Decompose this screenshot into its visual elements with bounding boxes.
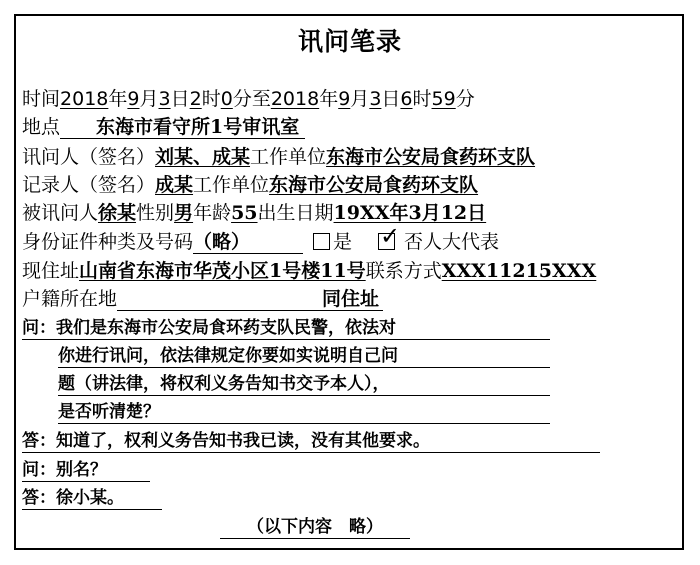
household-row	[22, 288, 383, 311]
hour-unit: 时	[412, 88, 432, 110]
time-row	[22, 88, 475, 110]
household-value: 同住址	[117, 288, 383, 311]
checkbox-icon	[313, 233, 330, 250]
end-month: 9	[338, 88, 351, 110]
interrogator-label: 讯问人（签名）	[22, 146, 156, 168]
household-label: 户籍所在地	[22, 288, 118, 310]
unit-label: 工作单位	[250, 146, 327, 168]
end-minute: 59	[431, 88, 456, 110]
suspect-name: 徐某	[98, 202, 137, 224]
minute-unit: 分	[455, 88, 475, 110]
age-label: 年龄	[193, 202, 232, 224]
birth-label: 出生日期	[257, 202, 334, 224]
month-unit: 月	[350, 88, 370, 110]
document-title: 讯问笔录	[297, 27, 402, 56]
id-label: 身份证件种类及号码	[22, 231, 194, 253]
gender-label: 性别	[136, 202, 175, 224]
address-row	[22, 260, 596, 282]
start-month: 9	[127, 88, 140, 110]
qa-line-7: 答：徐小某。	[22, 487, 162, 510]
time-label: 时间	[22, 88, 61, 110]
minute-to-unit: 分至	[232, 88, 271, 110]
start-day: 3	[158, 88, 171, 110]
end-day: 3	[369, 88, 382, 110]
qa-line-4: 是否听清楚？	[58, 401, 550, 424]
place-label: 地点	[22, 116, 61, 138]
qa-line-6: 问：别名？	[22, 459, 150, 482]
birth-value: 19XX年3月12日	[333, 202, 487, 224]
interrogator-row	[22, 146, 535, 168]
interrogator-name: 刘某、成某	[155, 146, 251, 168]
suspect-row	[22, 202, 486, 224]
hour-unit: 时	[201, 88, 221, 110]
age-value: 55	[231, 202, 258, 224]
deputy-label: 否人大代表	[404, 231, 500, 253]
year-unit: 年	[319, 88, 339, 110]
contact-value: XXX11215XXX	[441, 260, 597, 282]
gender-value: 男	[174, 202, 194, 224]
recorder-label: 记录人（签名）	[22, 174, 156, 196]
checked-checkbox-icon	[378, 233, 395, 250]
address-value: 山南省东海市华茂小区1号楼11号	[79, 260, 366, 282]
qa-line-5: 答：知道了，权利义务告知书我已读，没有其他要求。	[22, 430, 600, 453]
interrogator-unit: 东海市公安局食药环支队	[326, 146, 536, 168]
address-label: 现住址	[22, 260, 80, 282]
yes-label: 是	[333, 231, 353, 253]
month-unit: 月	[139, 88, 159, 110]
recorder-row	[22, 174, 478, 196]
place-value: 东海市看守所1号审讯室	[60, 116, 305, 139]
suspect-label: 被讯问人	[22, 202, 99, 224]
start-hour: 2	[189, 88, 202, 110]
footer-note: （以下内容 略）	[220, 516, 410, 539]
id-value: （略）	[193, 231, 303, 254]
start-minute: 0	[220, 88, 233, 110]
qa-line-1: 问：我们是东海市公安局食环药支队民警，依法对	[22, 317, 550, 340]
contact-label: 联系方式	[365, 260, 442, 282]
qa-line-2: 你进行讯问，依法律规定你要如实说明自己问	[58, 345, 550, 368]
day-unit: 日	[381, 88, 401, 110]
start-year: 2018	[60, 88, 109, 110]
year-unit: 年	[108, 88, 128, 110]
id-row	[22, 231, 499, 254]
day-unit: 日	[170, 88, 190, 110]
recorder-unit: 东海市公安局食药环支队	[269, 174, 479, 196]
qa-line-3: 题（讲法律，将权利义务告知书交予本人），	[58, 373, 550, 396]
unit-label: 工作单位	[193, 174, 270, 196]
place-row	[22, 116, 305, 139]
end-hour: 6	[400, 88, 413, 110]
recorder-name: 成某	[155, 174, 194, 196]
end-year: 2018	[270, 88, 320, 110]
